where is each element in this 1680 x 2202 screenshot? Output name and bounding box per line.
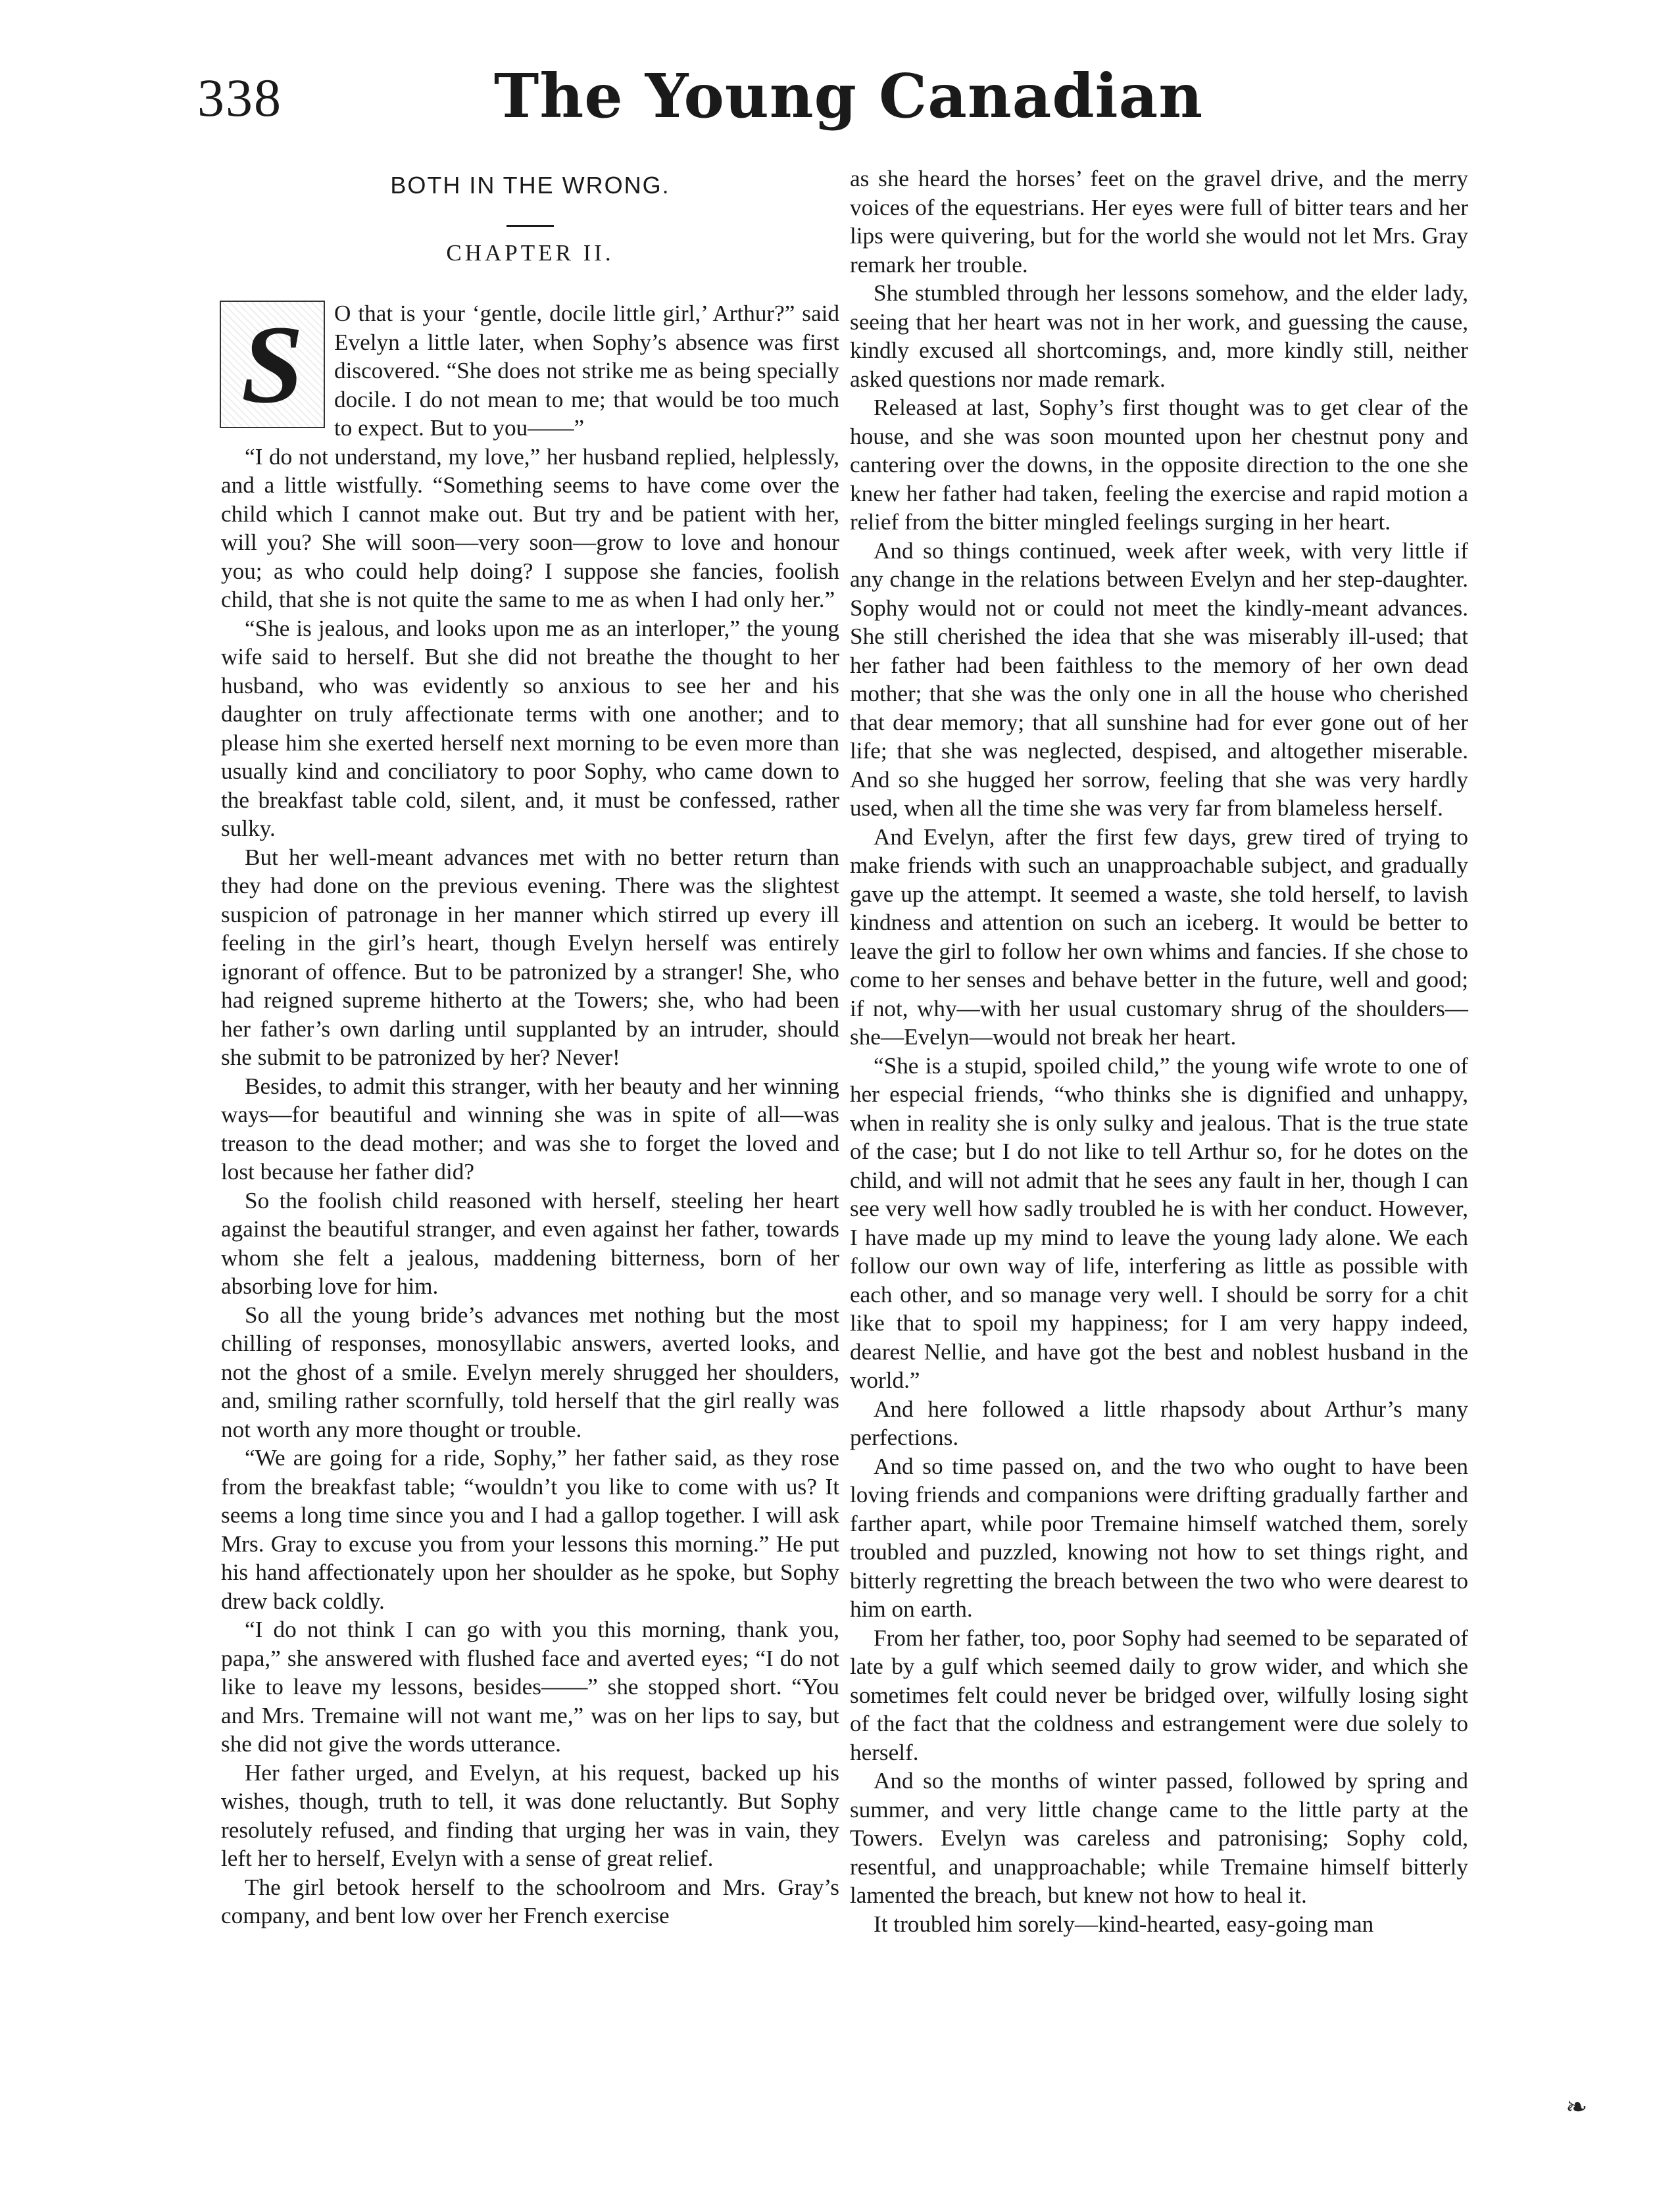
paragraph: It troubled him sorely—kind-hearted, easy-going man (874, 1911, 1374, 1937)
paragraph: “She is jealous, and looks upon me as an interloper,” the young wife said to herself. But she did not breathe the thought to her husband, who was evidently so anxious to see her and his daughter on truly affectionate terms with one another; and to please him she exerted herself next morning to be even more than usually kind and conciliatory to poor Sophy, who came down to the breakfast table cold, silent, and, it must be confessed, rather sulky. (221, 615, 839, 841)
paragraph: as she heard the horses’ feet on the gravel drive, and the merry voices of the equestrians. Her eyes were full of bitter tears and her lips were quivering, but for the world she would not let Mrs. Gray remark her trouble. (850, 166, 1468, 278)
paragraph: She stumbled through her lessons somehow, and the elder lady, seeing that her heart was not in her work, and guessing the cause, kindly excused all shortcomings, and, more kindly still, neither asked questions nor made remark. (850, 280, 1468, 392)
masthead: The Young Canadian (493, 61, 1204, 132)
paragraph: Her father urged, and Evelyn, at his request, backed up his wishes, though, truth to tell, it was done reluctantly. But Sophy resolutely refused, and finding that urging her was in vain, they left her to herself, Evelyn with a sense of great relief. (221, 1759, 839, 1871)
paragraph: And so things continued, week after week, with very little if any change in the relations between Evelyn and her step-daughter. Sophy would not or could not meet the kindly-meant advances. She still cherished the idea that she was miserably ill-used; that her father had been faithless to the memory of her own dead mother; that she was the only one in all the house who cherished that dear memory; that all sunshine had for ever gone out of her life; that she was neglected, despised, and altogether miserable. And so she hugged her sorrow, feeling that she was very hardly used, when all the time she was very far from blameless herself. (850, 537, 1468, 821)
left-column (221, 164, 839, 1930)
paragraph: “We are going for a ride, Sophy,” her father said, as they rose from the breakfast table; “wouldn’t you like to come with us? It seems a long time since you and I had a gallop together. I will ask Mrs. Gray to excuse you from your lessons this morning.” He put his hand affectionately upon her shoulder as he spoke, but Sophy drew back coldly. (221, 1445, 839, 1614)
paragraph: And here followed a little rhapsody about Arthur’s many perfections. (850, 1396, 1468, 1450)
page-header (197, 61, 1500, 146)
paragraph: And so the months of winter passed, followed by spring and summer, and very little change came to the little party at the Towers. Evelyn was careless and patronising; Sophy cold, resentful, and unapproachable; while Tremaine himself bitterly lamented the breach, but knew not how to heal it. (850, 1768, 1468, 1908)
page-number: 338 (197, 68, 282, 128)
ink-blot-mark: ❧ (1566, 2092, 1588, 2122)
paragraph: Besides, to admit this stranger, with her beauty and her winning ways—for beautiful and winning she was in spite of all—was treason to the dead mother; and was she to forget the loved and lost because her father did? (221, 1073, 839, 1185)
paragraph: “I do not think I can go with you this morning, thank you, papa,” she answered with flushed face and averted eyes; “I do not like to leave my lessons, besides——” she stopped short. “You and Mrs. Tremaine will not want me,” was on her lips to say, but she did not give the words utterance. (221, 1617, 839, 1757)
paragraph: The girl betook herself to the schoolroom and Mrs. Gray’s company, and bent low over her French exercise (221, 1874, 839, 1928)
drop-cap-initial: S (220, 301, 325, 428)
paragraph: And so time passed on, and the two who ought to have been loving friends and companions were drifting gradually farther and farther apart, while poor Tremaine himself watched them, sorely troubled and puzzled, knowing not how to set things right, and bitterly regretting the breach between the two who were dearest to him on earth. (850, 1453, 1468, 1622)
title-rule (506, 225, 554, 227)
paragraph: “I do not understand, my love,” her husband replied, helplessly, and a little wistfully. “Something seems to have come over the child which I cannot make out. But try and be patient with her, will you? She will soon—very soon—grow to love and honour you; as who could help doing? I suppose she fancies, foolish child, that she is not quite the same to me as when I had only her.” (221, 443, 839, 612)
paragraph: But her well-meant advances met with no better return than they had done on the previous evening. There was the slightest suspicion of patronage in her manner which stirred up every ill feeling in the girl’s heart, though Evelyn herself was entirely ignorant of offence. But to be patronized by a stranger! She, who had reigned supreme hitherto at the Towers; she, who had been her father’s own darling until supplanted by an intruder, should she submit to be patronized by her? Never! (221, 844, 839, 1070)
story-title: BOTH IN THE WRONG. (390, 172, 670, 199)
chapter-heading: CHAPTER II. (446, 240, 614, 266)
paragraph: So the foolish child reasoned with herself, steeling her heart against the beautiful stranger, and even against her father, towards whom she felt a jealous, maddening bitterness, born of her absorbing love for him. (221, 1187, 839, 1299)
paragraph: And Evelyn, after the first few days, grew tired of trying to make friends with such an unapproachable subject, and gradually gave up the attempt. It seemed a waste, she told herself, to lavish kindness and attention on such an iceberg. It would be better to leave the girl to follow her own whims and fancies. If she chose to come to her senses and behave better in the future, well and good; if not, why—with her usual customary shrug of the shoulders—she—Evelyn—would not break her heart. (850, 823, 1468, 1050)
paragraph: Released at last, Sophy’s first thought was to get clear of the house, and she was soon mounted upon her chestnut pony and cantering over the downs, in the opposite direction to the one she knew her father had taken, feeling the exercise and rapid motion a relief from the bitter mingled feelings surging in her heart. (850, 395, 1468, 535)
paragraph: From her father, too, poor Sophy had seemed to be separated of late by a gulf which seemed daily to grow wider, and which she sometimes felt could never be bridged over, wilfully losing sight of the fact that the coldness and estrangement were due solely to herself. (850, 1625, 1468, 1765)
right-column (850, 164, 1468, 1938)
paragraph: O that is your ‘gentle, docile little girl,’ Arthur?” said Evelyn a little later, when Sophy’s absence was first discovered. “She does not strike me as being specially docile. I do not mean to me; that would be too much to expect. But to you——” (334, 301, 839, 441)
paragraph: “She is a stupid, spoiled child,” the young wife wrote to one of her especial friends, “who thinks she is dignified and unhappy, when in reality she is only sulky and jealous. That is the true state of the case; but I do not like to tell Arthur so, for he dotes on the child, and will not admit that he sees any fault in her, though I can see very well how sadly troubled he is with her conduct. However, I have made up my mind to leave the young lady alone. We each follow our own way of life, interfering as little as possible with each other, and so manage very well. I should be sorry for a chit like that to spoil my happiness; for I am very happy indeed, dearest Nellie, and have got the best and noblest husband in the world.” (850, 1052, 1468, 1393)
paragraph: So all the young bride’s advances met nothing but the most chilling of responses, monosyllabic answers, averted looks, and not the ghost of a smile. Evelyn merely shrugged her shoulders, and, smiling rather scornfully, told herself that the girl really was not worth any more thought or trouble. (221, 1302, 839, 1442)
